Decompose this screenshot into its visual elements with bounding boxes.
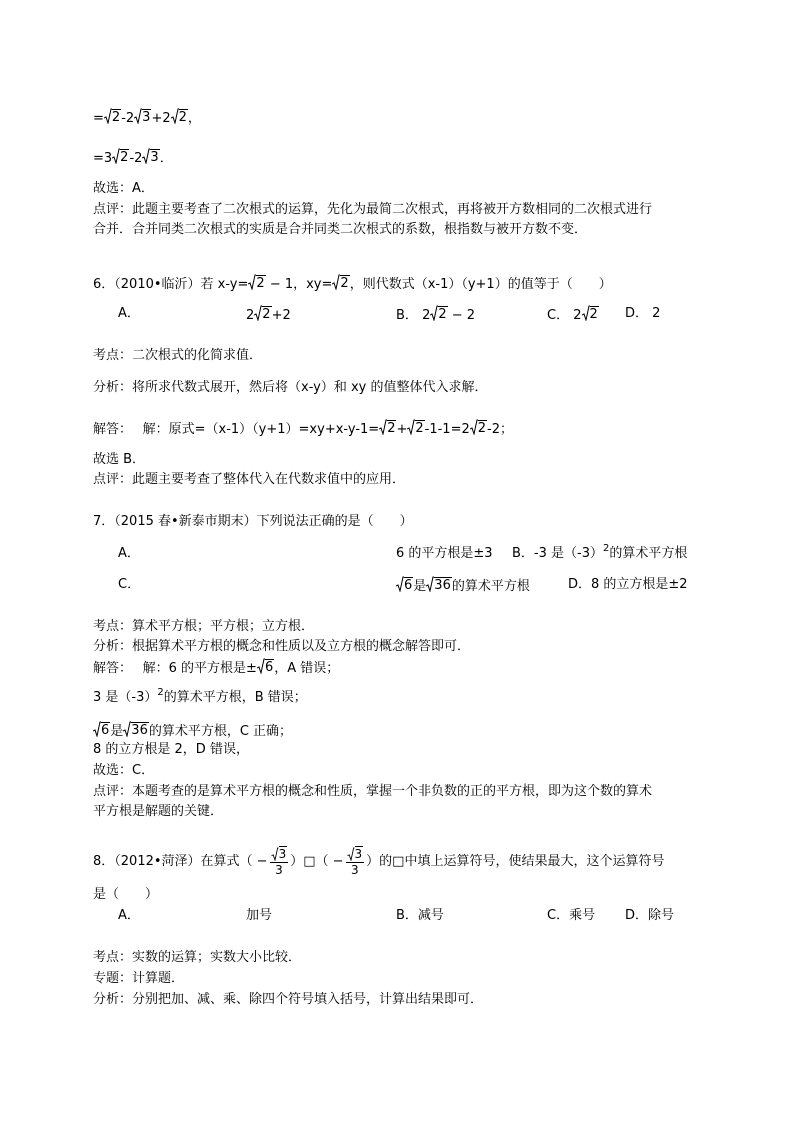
fraction	[270, 846, 289, 877]
radicand: 3	[278, 847, 287, 861]
option-a-label: A．	[118, 306, 140, 321]
text: 是	[413, 579, 427, 594]
text: ）□（ −	[290, 854, 344, 869]
radicand: 2	[387, 421, 396, 436]
text: +2	[271, 308, 291, 323]
radicand: 6	[264, 660, 274, 675]
text: 解答： 解：原式=（x-1）（y+1）=xy+x-y-1=	[93, 422, 380, 437]
text: 的算术平方根	[451, 579, 530, 594]
text: ．	[159, 151, 173, 166]
solution-line-4: 8 的立方根是 2，D 错误，	[93, 742, 249, 757]
option-d: D．除号	[625, 908, 675, 923]
radical	[254, 305, 271, 321]
radicand: 2	[340, 276, 349, 291]
option-a: 6 的平方根是±3	[396, 546, 493, 561]
solution-line-2	[93, 689, 307, 708]
denominator: 3	[351, 863, 359, 877]
option-d: D．8 的立方根是±2	[568, 577, 688, 592]
option-b	[396, 305, 475, 325]
radicand: 2	[111, 110, 121, 125]
denominator: 3	[275, 863, 283, 877]
text: -2	[129, 151, 143, 166]
radicand: 3	[354, 847, 363, 861]
text: B．	[396, 308, 418, 323]
analysis: 分析：将所求代数式展开，然后将（x-y）和 xy 的值整体代入求解．	[93, 380, 488, 395]
option-a	[246, 305, 291, 325]
superscript: 2	[157, 687, 164, 698]
radical	[93, 721, 110, 737]
text: 的算术平方根，C 正确；	[148, 724, 293, 739]
option-c	[547, 305, 599, 325]
analysis: 分析：分别把加、减、乘、除四个符号填入括号，计算出结果即可．	[93, 992, 484, 1007]
radicand: 3	[150, 150, 159, 165]
comment-line-2: 合并．合并同类二次根式的实质是合并同类二次根式的系数，根指数与被开方数不变．	[93, 222, 588, 237]
text: ，A 错误；	[274, 661, 340, 676]
question-8-stem	[93, 845, 664, 879]
radical	[142, 148, 159, 164]
text: 是	[110, 724, 124, 739]
radicand: 2	[120, 150, 129, 165]
radicand: 3	[142, 110, 151, 125]
answer-choice: 故选：A．	[93, 181, 154, 196]
radicand: 36	[131, 723, 148, 738]
topic: 专题：计算题．	[93, 971, 185, 986]
solution	[93, 419, 513, 439]
text: -2；	[487, 422, 513, 437]
test-point: 考点：实数的运算；实数大小比较．	[93, 950, 302, 965]
superscript: 2	[602, 543, 610, 554]
radicand: 2	[178, 110, 187, 125]
equation-line-1	[93, 108, 201, 128]
option-b: B．减号	[396, 908, 444, 923]
radicand: 2	[415, 421, 424, 436]
answer-choice: 故选 B．	[93, 452, 146, 467]
radical	[123, 721, 149, 737]
comment-line-2: 平方根是解题的关键．	[93, 804, 224, 819]
radical	[407, 419, 424, 435]
radical	[430, 305, 447, 321]
radical	[379, 419, 396, 435]
radicand: 2	[262, 307, 271, 322]
solution	[93, 658, 339, 678]
radicand: 6	[101, 723, 110, 738]
equation-line-2	[93, 148, 173, 168]
text: -2	[121, 111, 135, 126]
question-8-stem-cont: 是（ ）	[93, 887, 159, 902]
text: +	[396, 422, 408, 437]
radical	[104, 108, 121, 124]
text: B．-3 是（-3）	[512, 546, 603, 561]
text: ，则代数式（x-1）（y+1）的值等于（ ）	[349, 277, 612, 292]
text: 3 是（-3）	[93, 690, 158, 705]
answer-choice: 故选：C．	[93, 763, 155, 778]
radical	[470, 419, 487, 435]
text: 8．（2012•菏泽）在算式（ −	[93, 854, 268, 869]
comment-line-1: 点评：本题考查的是算术平方根的概念和性质，掌握一个非负数的正的平方根，即为这个数的算术	[93, 784, 653, 799]
option-a-label: A．	[118, 546, 140, 561]
text: − 2	[447, 308, 476, 323]
question-7-stem: 7．（2015 春•新泰市期末）下列说法正确的是（ ）	[93, 514, 413, 529]
text: 解答： 解：6 的平方根是±	[93, 661, 257, 676]
text: 2	[246, 308, 255, 323]
option-c: C．乘号	[547, 908, 596, 923]
option-c	[396, 576, 530, 596]
test-point: 考点：算术平方根；平方根；立方根．	[93, 619, 315, 634]
text: 2	[422, 308, 431, 323]
radicand: 6	[404, 578, 413, 593]
radical	[248, 274, 265, 290]
question-6-stem	[93, 274, 612, 294]
radicand: 36	[434, 578, 451, 593]
radicand: 2	[477, 421, 487, 436]
comment: 点评：此题主要考查了整体代入在代数求值中的应用．	[93, 472, 406, 487]
analysis: 分析：根据算术平方根的概念和性质以及立方根的概念解答即可．	[93, 639, 471, 654]
text: − 1，xy=	[265, 277, 333, 292]
radical	[426, 576, 452, 592]
option-d: D． 2	[625, 306, 661, 321]
radical	[112, 148, 129, 164]
radical	[396, 576, 413, 592]
text: 2	[573, 308, 582, 323]
option-a-label: A．	[118, 908, 140, 923]
text: 6．（2010•临沂）若 x-y=	[93, 277, 249, 292]
radical	[347, 846, 364, 861]
text: C．	[547, 308, 570, 323]
text: =3	[93, 151, 113, 166]
comment-line-1: 点评：此题主要考查了二次根式的运算，先化为最简二次根式，再将被开方数相同的二次根式进行	[93, 202, 653, 217]
text: 的算术平方根	[609, 546, 688, 561]
radical	[271, 846, 288, 861]
text: =	[93, 111, 104, 126]
radical	[582, 305, 599, 321]
text: ）的□中填上运算符号，使结果最大，这个运算符号	[366, 854, 665, 869]
fraction	[346, 846, 365, 877]
radical	[171, 108, 188, 124]
test-point: 考点：二次根式的化简求值．	[93, 348, 263, 363]
option-a: 加号	[246, 908, 273, 923]
radical	[134, 108, 151, 124]
radical	[257, 658, 274, 674]
text: ，	[187, 111, 201, 126]
radicand: 2	[256, 276, 265, 291]
radical	[332, 274, 349, 290]
text: +2	[151, 111, 171, 126]
text: 的算术平方根，B 错误；	[163, 690, 307, 705]
radicand: 2	[438, 307, 447, 322]
text: -1-1=2	[424, 422, 470, 437]
radicand: 2	[589, 307, 598, 322]
option-b	[512, 545, 687, 564]
option-c-label: C．	[118, 577, 141, 592]
solution-line-3	[93, 721, 292, 741]
